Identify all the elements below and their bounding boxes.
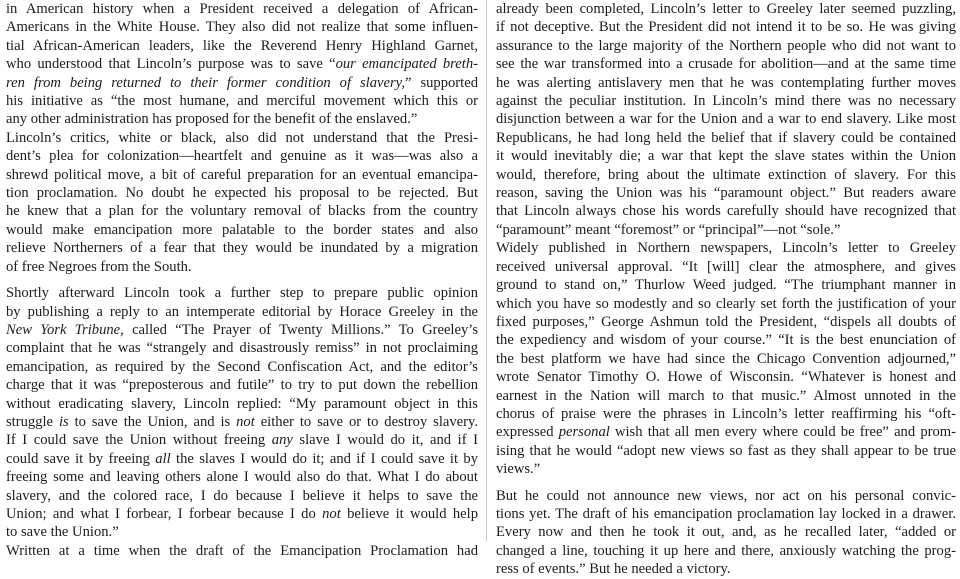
- text-span: already been completed, Lincoln’s letter to Greeley later seemed puzzling,: [496, 1, 956, 17]
- text-line: [496, 368, 956, 386]
- text-span: If I could save the Union without freeing: [6, 432, 272, 449]
- text-line: [496, 405, 956, 423]
- text-line: [6, 37, 478, 55]
- text-span: called “The Prayer of Twenty Millions.” To Greeley’s: [123, 321, 478, 338]
- text-span: if not deceptive. But the President did not intend it to be so. He was giving: [496, 19, 956, 36]
- text-line: [6, 258, 478, 276]
- text-span: complaint that he was “strangely and disastrously remiss” in not proclaiming: [6, 340, 478, 357]
- text-span: earnest in the Nation will march to that music.” Almost unnoted in the: [496, 387, 956, 404]
- italic-text: all: [155, 450, 171, 467]
- text-span: chorus of praise were the phrases in Lincoln’s letter reaffirming his “oft-: [496, 405, 956, 422]
- text-line: [496, 0, 956, 18]
- text-span: ising that he would “adopt new views so fast as they shall appear to be true: [496, 442, 956, 459]
- text-span: tions yet. The draft of his emancipation proclamation lay locked in a drawer.: [496, 505, 956, 522]
- text-line: [6, 321, 478, 339]
- text-line: [6, 0, 478, 18]
- text-span: Americans in the White House. They also did not realize that some influen-: [6, 19, 478, 36]
- text-line: [496, 129, 956, 147]
- text-line: [496, 74, 956, 92]
- text-line: [6, 221, 478, 239]
- text-line: [496, 387, 956, 405]
- text-span: which you have so modestly and so clearly set forth the justification of your: [496, 295, 956, 312]
- text-line: [496, 147, 956, 165]
- text-span: he was alerting antislavery men that he was contemplating further moves: [496, 74, 956, 91]
- column-divider: [486, 0, 487, 541]
- text-span: could save it by freeing: [6, 450, 156, 467]
- text-span: the slaves I would do it; and if I could save it by: [170, 450, 478, 467]
- text-span: who understood that Lincoln’s purpose was to save “: [6, 56, 336, 73]
- text-span: disjunction between a war for the Union and a war to end slavery. Like most: [496, 111, 956, 128]
- italic-text: any: [271, 432, 293, 449]
- text-line: [496, 313, 956, 331]
- text-span: views.”: [496, 461, 541, 478]
- text-span: fixed purposes,” George Ashmun told the President, “dispels all doubts of: [496, 313, 956, 330]
- text-span: he knew that a plan for the voluntary removal of blacks from the country: [6, 203, 478, 220]
- italic-text: is: [58, 413, 69, 430]
- text-span: his initiative as “the most humane, and merciful movement which this or: [6, 93, 478, 110]
- text-span: But he could not announce new views, nor act on his personal convic-: [496, 487, 956, 504]
- text-line: [6, 339, 478, 357]
- text-line: [6, 239, 478, 257]
- text-line: [6, 505, 478, 523]
- text-span: struggle: [6, 413, 59, 430]
- text-line: [496, 505, 956, 523]
- text-span: shrewd political move, a bit of careful preparation for an eventual emancipa-: [6, 166, 478, 183]
- italic-text: New York Tribune,: [6, 321, 124, 338]
- italic-text: not: [236, 413, 255, 430]
- text-line: [496, 37, 956, 55]
- text-line: [6, 166, 478, 184]
- text-line: [6, 376, 478, 394]
- text-span: the best platform we have had since the Chicago Convention adjourned,”: [496, 350, 956, 367]
- text-span: of free Negroes from the South.: [6, 258, 192, 275]
- text-span: reason, saving the Union was his “paramount object.” But readers aware: [496, 185, 956, 202]
- text-line: [6, 18, 478, 36]
- text-line: [496, 184, 956, 202]
- text-line: [6, 431, 478, 449]
- text-span: “paramount” meant “foremost” or “principal”—not “sole.”: [496, 221, 841, 238]
- text-span: would make emancipation more palatable to the border states and also: [6, 221, 478, 238]
- text-span: wish that all men every where could be free” and prom-: [609, 424, 956, 441]
- text-span: against the peculiar institution. In Lincoln’s mind there was no necessary: [496, 93, 956, 110]
- text-line: [6, 358, 478, 376]
- text-span: would, therefore, bring about the ultimate extinction of slavery. For this: [496, 166, 956, 183]
- text-line: [496, 295, 956, 313]
- right-column: [496, 0, 956, 578]
- text-line: [6, 413, 478, 431]
- text-span: Republicans, he had long held the belief that if slavery could be contained: [496, 129, 956, 146]
- text-span: to save the Union, and is: [68, 413, 237, 430]
- text-line: [496, 350, 956, 368]
- text-span: relieve Northerners of a fear that they would be inundated by a migration: [6, 240, 478, 257]
- text-span: tial African-American leaders, like the Reverend Henry Highland Garnet,: [6, 37, 478, 54]
- text-span: changed a line, touching it up here and there, anxiously watching the prog-: [496, 542, 956, 559]
- text-span: the expediency and wisdom of your course.” “It is the best enunciation of: [496, 332, 956, 349]
- text-span: that Lincoln always chose his words carefully should have recognized that: [496, 203, 956, 220]
- text-span: assurance to the large majority of the Northern people who did not want to: [496, 37, 956, 54]
- text-span: Widely published in Northern newspapers, Lincoln’s letter to Greeley: [496, 240, 956, 257]
- text-span: believe it would help: [340, 505, 478, 522]
- text-line: [6, 284, 478, 302]
- text-line: [496, 221, 956, 239]
- text-span: slave I would do it, and if I: [292, 432, 478, 449]
- text-line: [496, 258, 956, 276]
- text-line: [6, 395, 478, 413]
- text-span: emancipation, as required by the Second Confiscation Act, and the editor’s: [6, 358, 478, 375]
- text-line: [496, 542, 956, 560]
- text-span: ress of events.” But he needed a victory.: [496, 561, 731, 578]
- text-line: [6, 129, 478, 147]
- text-line: [6, 523, 478, 541]
- text-line: [6, 110, 478, 128]
- italic-text: our emancipated breth-: [335, 56, 478, 73]
- left-column: [6, 0, 478, 559]
- text-span: ground to stand on,” Thurlow Weed judged. “The triumphant manner in: [496, 277, 956, 294]
- text-line: [496, 55, 956, 73]
- text-line: [6, 55, 478, 73]
- text-line: [496, 202, 956, 220]
- text-span: without eradicating slavery, Lincoln replied: “My paramount object in this: [6, 395, 478, 412]
- text-line: [496, 331, 956, 349]
- text-line: [496, 166, 956, 184]
- text-span: in American history when a President received a delegation of African-: [6, 1, 478, 17]
- text-line: [496, 110, 956, 128]
- text-span: it would inevitably die; a war that kept the slave states within the Union: [496, 148, 956, 165]
- text-line: [496, 18, 956, 36]
- text-span: Shortly afterward Lincoln took a further step to prepare public opinion: [6, 285, 478, 302]
- text-line: [496, 442, 956, 460]
- text-span: Lincoln’s critics, white or black, also did not understand that the Presi-: [6, 129, 478, 146]
- text-span: Written at a time when the draft of the Emancipation Proclamation had: [6, 542, 478, 559]
- text-line: [6, 450, 478, 468]
- text-line: [6, 468, 478, 486]
- text-line: [496, 423, 956, 441]
- text-line: [6, 542, 478, 560]
- text-span: received universal approval. “It [will] clear the atmosphere, and gives: [496, 258, 956, 275]
- text-span: dent’s plea for colonization—heartfelt and genuine as it was—was also a: [6, 148, 478, 165]
- text-span: wrote Senator Timothy O. Howe of Wisconsin. “Whatever is honest and: [496, 369, 956, 386]
- text-line: [496, 92, 956, 110]
- text-line: [496, 239, 956, 257]
- text-span: ” supported: [404, 74, 478, 91]
- italic-text: ren from being returned to their former condition of slavery,: [6, 74, 405, 91]
- italic-text: personal: [558, 424, 610, 441]
- text-span: Every now and then he took it out, and, as he recalled later, “added or: [496, 524, 956, 541]
- text-line: [496, 523, 956, 541]
- text-span: slavery, and the colored race, I do because I believe it helps to save the: [6, 487, 478, 504]
- text-line: [6, 303, 478, 321]
- text-line: [6, 147, 478, 165]
- italic-text: not: [322, 505, 341, 522]
- text-line: [6, 74, 478, 92]
- text-span: tion proclamation. No doubt he expected his proposal to be rejected. But: [6, 185, 478, 202]
- text-line: [6, 202, 478, 220]
- text-line: [6, 184, 478, 202]
- text-span: freeing some and leaving others alone I would also do that. What I do about: [6, 469, 478, 486]
- text-line: [496, 276, 956, 294]
- text-span: either to save or to destroy slavery.: [254, 413, 478, 430]
- text-line: [496, 487, 956, 505]
- text-span: see the war transformed into a crusade for abolition—and at the same time: [496, 56, 956, 73]
- text-span: any other administration has proposed for the benefit of the enslaved.”: [6, 111, 418, 128]
- text-span: expressed: [496, 424, 559, 441]
- text-line: [6, 92, 478, 110]
- text-line: [6, 487, 478, 505]
- text-span: Union; and what I forbear, I forbear because I do: [6, 505, 323, 522]
- text-span: to save the Union.”: [6, 524, 119, 541]
- text-line: [496, 560, 956, 578]
- text-line: [496, 460, 956, 478]
- text-span: charge that it was “preposterous and futile” to try to put down the rebellion: [6, 377, 478, 394]
- text-span: by publishing a reply to an intemperate editorial by Horace Greeley in the: [6, 303, 478, 320]
